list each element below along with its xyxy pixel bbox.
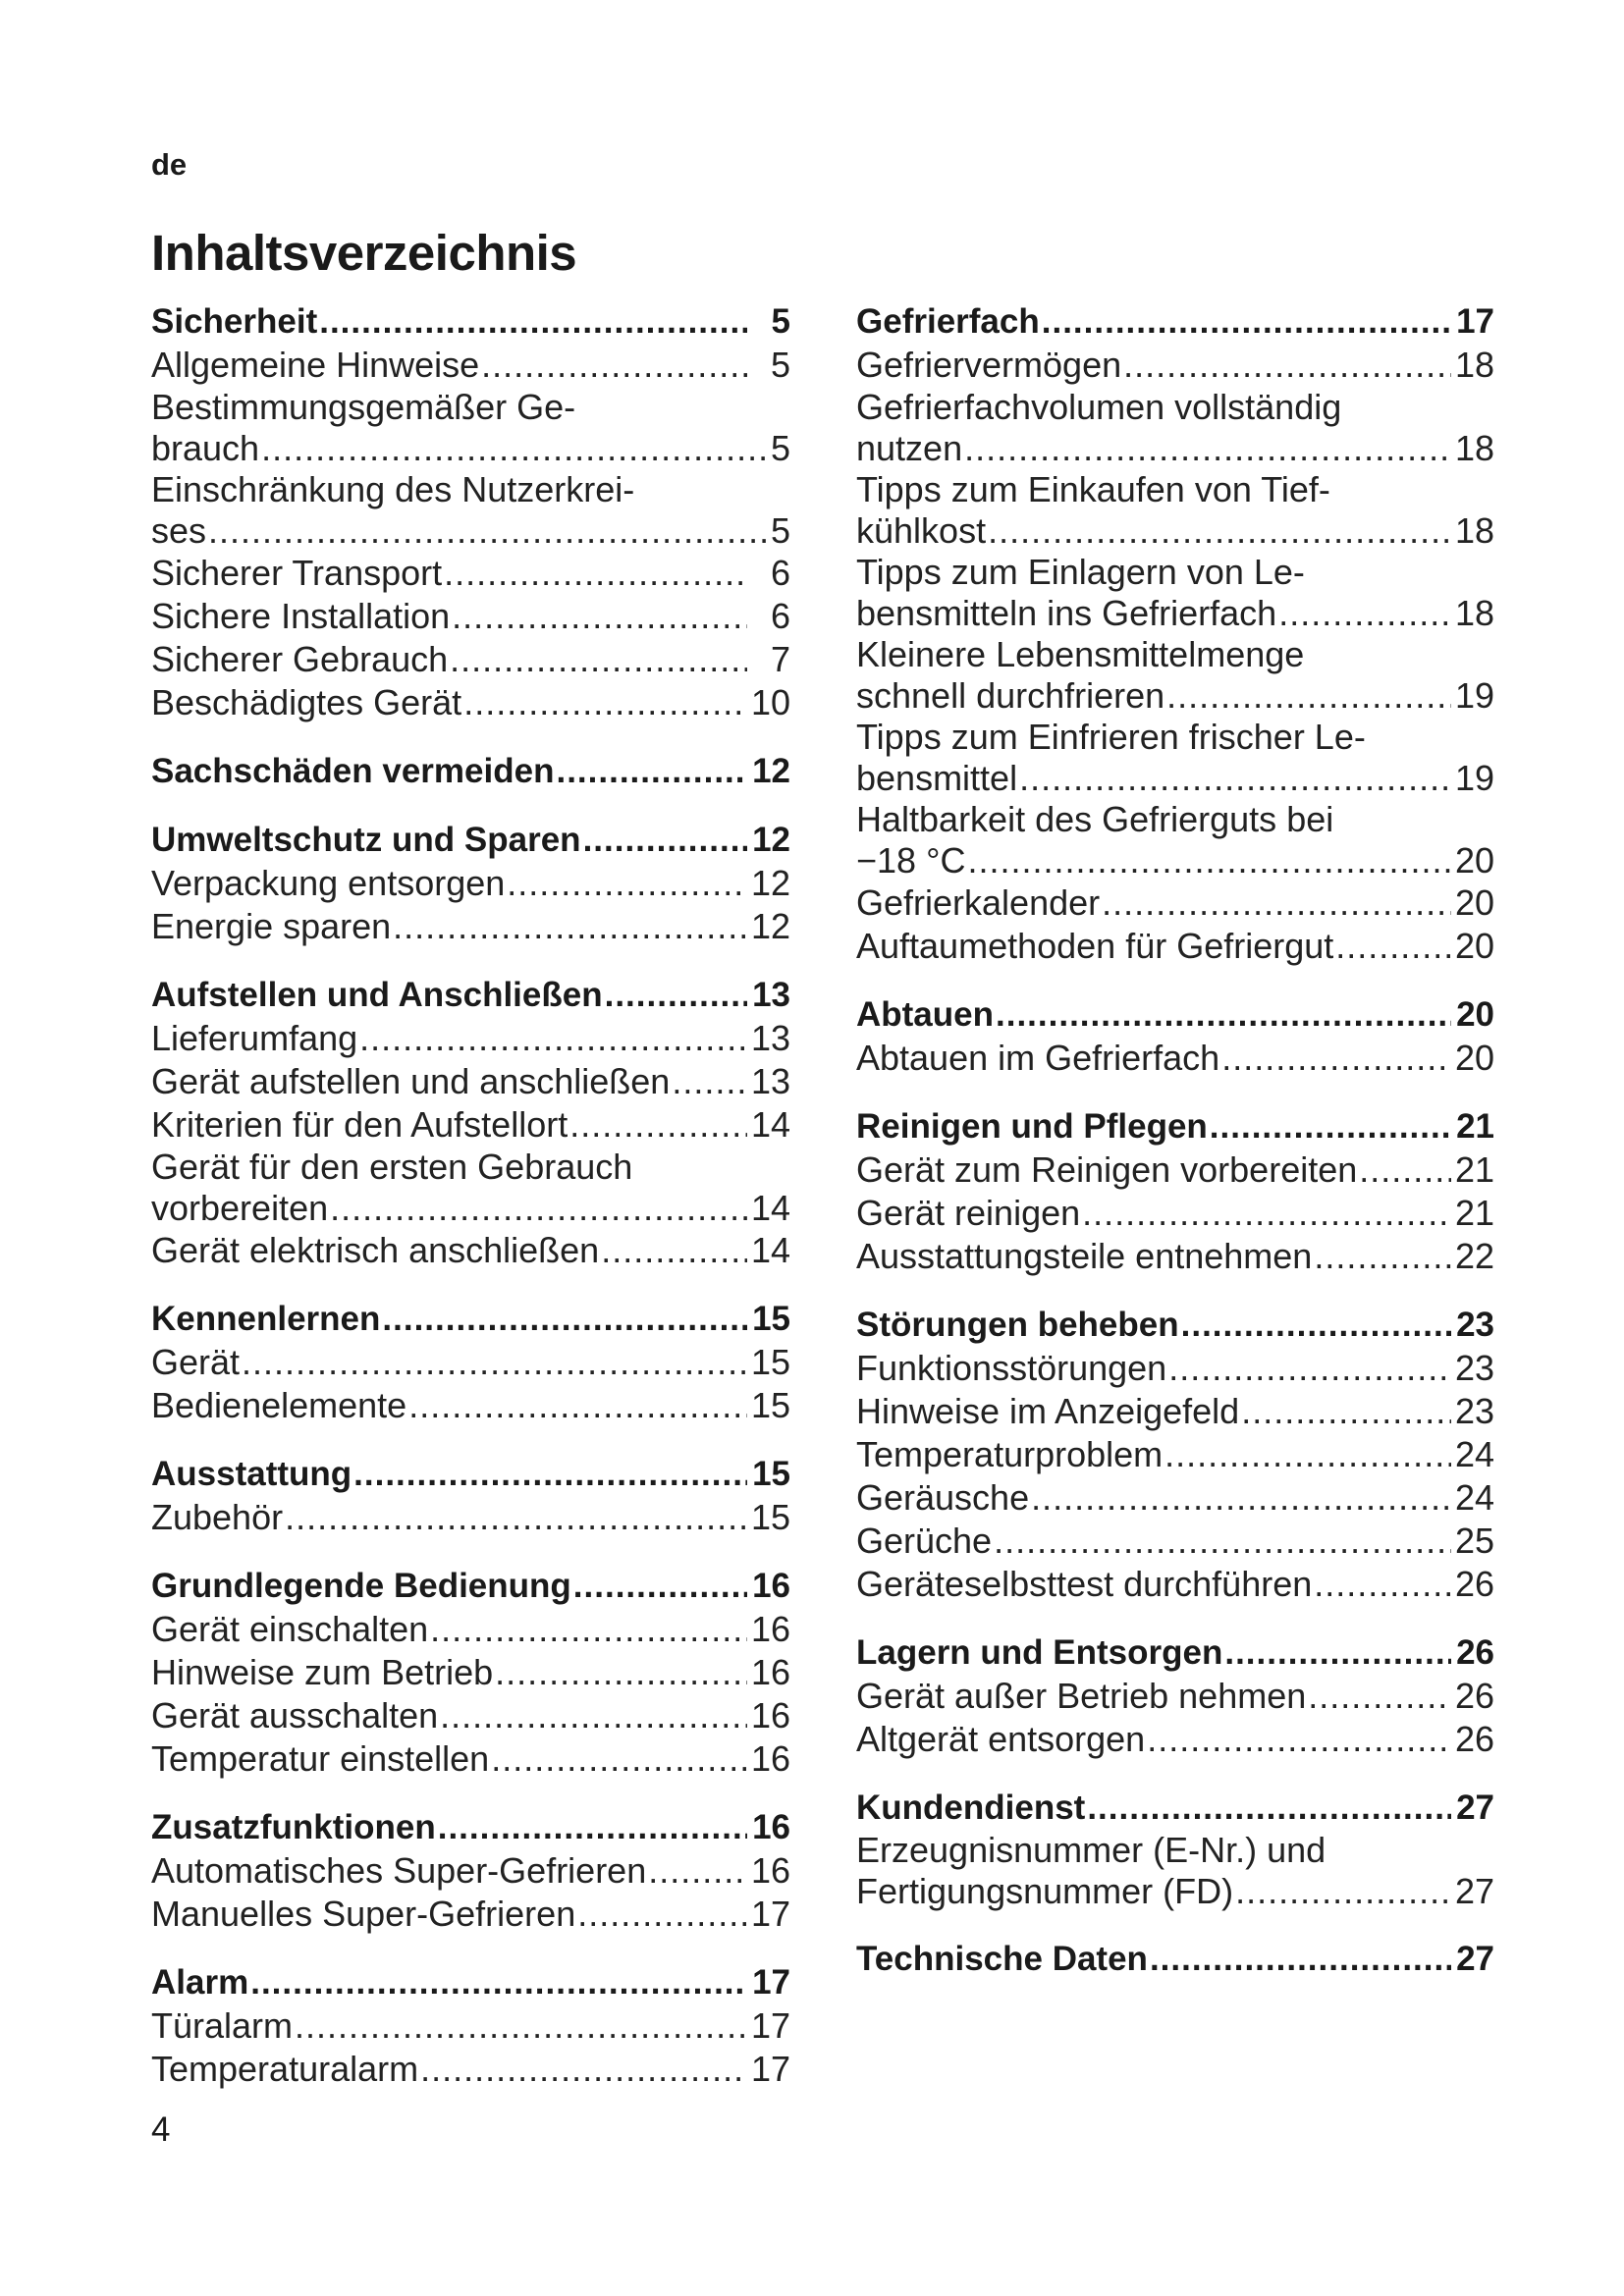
page-ref: 5 [770, 428, 790, 468]
entry-title: Ausstattung [151, 1455, 352, 1493]
toc-section-umweltschutz-und-sparen [151, 819, 790, 948]
toc-heading[interactable] [151, 1453, 790, 1496]
page-ref: 21 [1454, 1149, 1494, 1190]
entry-title: bensmittel [856, 758, 1018, 798]
entry-title: Sicherheit [151, 302, 318, 341]
page-ref: 18 [1454, 345, 1494, 385]
dot-leader [491, 1737, 747, 1781]
page-ref: 17 [750, 1894, 790, 1934]
page-ref: 21 [1454, 1193, 1494, 1233]
entry-title-line: Tipps zum Einkaufen von Tief- [856, 469, 1330, 509]
page-ref: 16 [750, 1652, 790, 1692]
page-ref: 26 [1454, 1719, 1494, 1759]
page-ref: 22 [1454, 1236, 1494, 1276]
page-ref: 20 [1454, 882, 1494, 923]
toc-item[interactable] [151, 2048, 790, 2091]
dot-leader [242, 1341, 747, 1384]
page-ref: 16 [752, 1567, 790, 1605]
entry-title: Gerät elektrisch anschließen [151, 1230, 600, 1270]
toc-section-grundlegende-bedienung [151, 1565, 790, 1781]
entry-title: Gefrierfach [856, 302, 1040, 341]
dot-leader [440, 1694, 747, 1737]
dot-leader [988, 510, 1451, 552]
page-ref: 19 [1454, 758, 1494, 798]
toc-item[interactable] [151, 1893, 790, 1936]
toc-item[interactable] [856, 1235, 1494, 1278]
entry-title: brauch [151, 428, 260, 468]
dot-leader [1102, 881, 1451, 925]
dot-leader [556, 750, 747, 793]
page-ref: 17 [750, 2005, 790, 2046]
toc-item[interactable] [151, 344, 790, 387]
page-ref: 16 [750, 1609, 790, 1649]
toc-item[interactable] [151, 1341, 790, 1384]
entry-title: Gerät außer Betrieb nehmen [856, 1676, 1307, 1716]
page-ref: 6 [770, 553, 790, 593]
dot-leader [452, 595, 747, 638]
dot-leader [1278, 593, 1451, 634]
page-ref: 17 [750, 2049, 790, 2089]
page-ref: 5 [770, 345, 790, 385]
dot-leader [1335, 925, 1451, 968]
dot-leader [967, 840, 1450, 881]
toc-item[interactable] [151, 552, 790, 595]
page-ref: 10 [750, 682, 790, 722]
page-ref: 13 [750, 1061, 790, 1101]
entry-title-line: Gefrierfachvolumen vollständig [856, 387, 1342, 427]
dot-leader [430, 1608, 747, 1651]
entry-title: Energie sparen [151, 906, 392, 946]
page-ref: 26 [1454, 1564, 1494, 1604]
entry-title: Gefrierkalender [856, 882, 1101, 923]
toc-heading[interactable] [151, 750, 790, 793]
toc-item-last-line [856, 758, 1494, 799]
entry-title-line: Erzeugnisnummer (E-Nr.) und [856, 1830, 1326, 1870]
toc-section-ausstattung [151, 1453, 790, 1539]
page-ref: 5 [770, 510, 790, 551]
page-ref: 23 [1454, 1348, 1494, 1388]
dot-leader [1241, 1390, 1451, 1433]
page-ref: 18 [1454, 428, 1494, 468]
dot-leader [481, 344, 747, 387]
page-ref: 21 [1456, 1107, 1494, 1146]
page-ref: 20 [1456, 995, 1494, 1034]
entry-title: Ausstattungsteile entnehmen [856, 1236, 1313, 1276]
toc-item[interactable] [856, 1347, 1494, 1390]
entry-title: Fertigungsnummer (FD) [856, 1871, 1234, 1911]
toc-item[interactable] [151, 1103, 790, 1147]
toc-item-last-line [856, 1871, 1494, 1912]
toc-item[interactable] [151, 1737, 790, 1781]
page-ref: 7 [770, 639, 790, 679]
dot-leader [382, 1298, 747, 1341]
dot-leader [1235, 1871, 1451, 1912]
toc-heading[interactable] [151, 974, 790, 1017]
page-ref: 12 [752, 752, 790, 790]
page-ref: 27 [1454, 1871, 1494, 1911]
entry-title: Gerät einschalten [151, 1609, 429, 1649]
dot-leader [261, 428, 767, 469]
entry-title: schnell durchfrieren [856, 675, 1165, 716]
toc-item[interactable] [151, 1694, 790, 1737]
entry-title-line: Bestimmungsgemäßer Ge- [151, 387, 576, 427]
entry-title: Temperaturproblem [856, 1434, 1164, 1474]
entry-title: ses [151, 510, 207, 551]
dot-leader [295, 2004, 747, 2048]
toc-section-alarm [151, 1961, 790, 2091]
entry-title: bensmitteln ins Gefrierfach [856, 593, 1277, 633]
dot-leader [1210, 1105, 1451, 1148]
entry-title: Kriterien für den Aufstellort [151, 1104, 568, 1145]
dot-leader [994, 1520, 1451, 1563]
dot-leader [408, 1384, 747, 1427]
entry-title: Manuelles Super-Gefrieren [151, 1894, 576, 1934]
entry-title: Kennenlernen [151, 1300, 381, 1338]
toc-section-kennenlernen [151, 1298, 790, 1427]
toc-section-aufstellen-und-anschließen [151, 974, 790, 1272]
page-ref: 14 [750, 1230, 790, 1270]
toc-item[interactable] [856, 552, 1494, 634]
toc-item[interactable] [856, 1718, 1494, 1761]
dot-leader [569, 1103, 747, 1147]
page-ref: 14 [750, 1188, 790, 1228]
toc-heading[interactable] [856, 1304, 1494, 1347]
toc-item[interactable] [856, 925, 1494, 968]
entry-title-line: Tipps zum Einfrieren frischer Le- [856, 717, 1366, 757]
page-ref: 26 [1456, 1633, 1494, 1672]
toc-heading[interactable] [151, 1565, 790, 1608]
toc-item[interactable] [151, 1608, 790, 1651]
toc-item[interactable] [856, 1148, 1494, 1192]
toc-item-last-line [856, 593, 1494, 634]
page-ref: 16 [750, 1695, 790, 1735]
dot-leader [964, 428, 1451, 469]
entry-title: Türalarm [151, 2005, 294, 2046]
toc-item[interactable] [151, 1017, 790, 1060]
entry-title-line: Kleinere Lebensmittelmenge [856, 634, 1305, 674]
dot-leader [353, 1453, 747, 1496]
dot-leader [1314, 1563, 1451, 1606]
entry-title-line: Tipps zum Einlagern von Le- [856, 552, 1305, 592]
toc-section-gefrierfach [856, 300, 1494, 968]
entry-title-line: Gerät für den ersten Gebrauch [151, 1147, 633, 1187]
page-ref: 13 [752, 976, 790, 1014]
toc-item-last-line [856, 840, 1494, 881]
toc-item-last-line [856, 510, 1494, 552]
entry-title: Umweltschutz und Sparen [151, 821, 581, 859]
page-ref: 12 [750, 906, 790, 946]
entry-title: Sachschäden vermeiden [151, 752, 555, 790]
toc-section-sicherheit [151, 300, 790, 724]
toc-section-reinigen-und-pflegen [856, 1105, 1494, 1278]
toc-item[interactable] [151, 1060, 790, 1103]
toc-item-last-line [151, 428, 790, 469]
entry-title: Allgemeine Hinweise [151, 345, 480, 385]
dot-leader [359, 1017, 747, 1060]
toc-right-column [856, 300, 1494, 2006]
entry-title: Störungen beheben [856, 1306, 1179, 1344]
entry-title: Verpackung entsorgen [151, 863, 506, 903]
dot-leader [208, 510, 767, 552]
entry-title: Altgerät entsorgen [856, 1719, 1146, 1759]
page-ref: 15 [752, 1300, 790, 1338]
dot-leader [1147, 1718, 1451, 1761]
toc-item[interactable] [151, 595, 790, 638]
toc-item[interactable] [151, 905, 790, 948]
toc-heading[interactable] [856, 1938, 1494, 1981]
dot-leader [1314, 1235, 1451, 1278]
dot-leader [605, 974, 747, 1017]
entry-title: Grundlegende Bedienung [151, 1567, 571, 1605]
dot-leader [577, 1893, 747, 1936]
dot-leader [672, 1060, 747, 1103]
dot-leader [250, 1961, 747, 2004]
toc-item-last-line [151, 1188, 790, 1229]
entry-title-line: Einschränkung des Nutzerkrei- [151, 469, 635, 509]
toc-item[interactable] [151, 1384, 790, 1427]
page-ref: 16 [750, 1850, 790, 1891]
entry-title: Abtauen im Gefrierfach [856, 1038, 1220, 1078]
entry-title: Technische Daten [856, 1940, 1148, 1978]
dot-leader [1181, 1304, 1451, 1347]
entry-title: Alarm [151, 1963, 249, 2002]
page-ref: 5 [771, 302, 790, 341]
dot-leader [1031, 1476, 1451, 1520]
entry-title-line: Haltbarkeit des Gefrierguts bei [856, 799, 1334, 839]
toc-item-last-line [856, 675, 1494, 717]
toc-item[interactable] [151, 1496, 790, 1539]
toc-heading[interactable] [856, 993, 1494, 1037]
entry-title: Gerät aufstellen und anschließen [151, 1061, 671, 1101]
toc-item-last-line [856, 428, 1494, 469]
page-ref: 25 [1454, 1521, 1494, 1561]
toc-item[interactable] [856, 1433, 1494, 1476]
dot-leader [1042, 300, 1451, 344]
dot-leader [1150, 1938, 1451, 1981]
dot-leader [285, 1496, 747, 1539]
toc-item[interactable] [856, 1830, 1494, 1912]
toc-item[interactable] [856, 1563, 1494, 1606]
toc-item[interactable] [151, 1147, 790, 1229]
toc-heading[interactable] [151, 1961, 790, 2004]
page-ref: 20 [1454, 840, 1494, 881]
page-ref: 23 [1456, 1306, 1494, 1344]
entry-title: Auftaumethoden für Gefriergut [856, 926, 1334, 966]
toc-item[interactable] [151, 862, 790, 905]
page-ref: 24 [1454, 1477, 1494, 1518]
toc-item[interactable] [856, 1192, 1494, 1235]
page-ref: 15 [750, 1342, 790, 1382]
page-ref: 6 [770, 596, 790, 636]
entry-title: Funktionsstörungen [856, 1348, 1167, 1388]
entry-title: Gefriervermögen [856, 345, 1122, 385]
dot-leader [507, 862, 747, 905]
entry-title: kühlkost [856, 510, 987, 551]
page-ref: 27 [1456, 1789, 1494, 1827]
entry-title: Gerät reinigen [856, 1193, 1081, 1233]
toc-section-kundendienst [856, 1787, 1494, 1912]
toc-item[interactable] [856, 1037, 1494, 1080]
entry-title: Lagern und Entsorgen [856, 1633, 1223, 1672]
page-ref: 16 [750, 1738, 790, 1779]
page-ref: 14 [750, 1104, 790, 1145]
dot-leader [648, 1849, 747, 1893]
page-ref: 16 [752, 1808, 790, 1846]
toc-item[interactable] [856, 1476, 1494, 1520]
page-ref: 17 [1456, 302, 1494, 341]
entry-title: Hinweise im Anzeigefeld [856, 1391, 1240, 1431]
entry-title: nutzen [856, 428, 963, 468]
entry-title: −18 °C [856, 840, 966, 881]
toc-heading[interactable] [856, 300, 1494, 344]
entry-title: Beschädigtes Gerät [151, 682, 462, 722]
toc-item[interactable] [151, 1651, 790, 1694]
page-ref: 20 [1454, 926, 1494, 966]
entry-title: Reinigen und Pflegen [856, 1107, 1208, 1146]
page-ref: 12 [750, 863, 790, 903]
toc-item[interactable] [856, 634, 1494, 717]
dot-leader [1166, 675, 1451, 717]
toc-item[interactable] [151, 638, 790, 681]
toc-item[interactable] [151, 1229, 790, 1272]
dot-leader [495, 1651, 747, 1694]
page-ref: 19 [1454, 675, 1494, 716]
page-ref: 15 [752, 1455, 790, 1493]
dot-leader [393, 905, 747, 948]
dot-leader [1123, 344, 1451, 387]
entry-title: Kundendienst [856, 1789, 1086, 1827]
toc-item[interactable] [151, 681, 790, 724]
toc-item-last-line [151, 510, 790, 552]
entry-title: Sichere Installation [151, 596, 451, 636]
dot-leader [463, 681, 747, 724]
entry-title: Gerät ausschalten [151, 1695, 439, 1735]
page-ref: 20 [1454, 1038, 1494, 1078]
toc-section-sachschäden-vermeiden [151, 750, 790, 793]
toc-heading[interactable] [856, 1105, 1494, 1148]
toc-item[interactable] [151, 387, 790, 469]
page-title: Inhaltsverzeichnis [151, 225, 577, 281]
toc-item[interactable] [151, 469, 790, 552]
toc-section-technische-daten [856, 1938, 1494, 1981]
entry-title: Aufstellen und Anschließen [151, 976, 603, 1014]
entry-title: Zubehör [151, 1497, 284, 1537]
toc-heading[interactable] [151, 1298, 790, 1341]
language-label: de [151, 147, 188, 182]
toc-heading[interactable] [856, 1631, 1494, 1675]
page-ref: 24 [1454, 1434, 1494, 1474]
page-ref: 18 [1454, 510, 1494, 551]
toc-section-abtauen [856, 993, 1494, 1080]
toc-item[interactable] [856, 717, 1494, 799]
dot-leader [438, 1806, 747, 1849]
toc-heading[interactable] [151, 300, 790, 344]
toc-item[interactable] [856, 1675, 1494, 1718]
page-ref: 26 [1454, 1676, 1494, 1716]
entry-title: Zusatzfunktionen [151, 1808, 436, 1846]
dot-leader [601, 1229, 747, 1272]
entry-title: Geräteselbsttest durchführen [856, 1564, 1313, 1604]
toc-section-störungen-beheben [856, 1304, 1494, 1606]
page-ref: 13 [750, 1018, 790, 1058]
toc-heading[interactable] [151, 1806, 790, 1849]
entry-title: Gerüche [856, 1521, 993, 1561]
page-ref: 15 [750, 1385, 790, 1425]
toc-heading[interactable] [856, 1787, 1494, 1830]
toc-item[interactable] [856, 881, 1494, 925]
entry-title: Sicherer Transport [151, 553, 443, 593]
dot-leader [1087, 1787, 1451, 1830]
dot-leader [583, 819, 747, 862]
toc-item[interactable] [856, 387, 1494, 469]
page-ref: 12 [752, 821, 790, 859]
toc-item[interactable] [856, 344, 1494, 387]
entry-title: Bedienelemente [151, 1385, 407, 1425]
dot-leader [996, 993, 1451, 1037]
dot-leader [1168, 1347, 1451, 1390]
page-ref: 15 [750, 1497, 790, 1537]
dot-leader [1359, 1148, 1451, 1192]
entry-title: Abtauen [856, 995, 994, 1034]
dot-leader [1082, 1192, 1451, 1235]
entry-title: Gerät [151, 1342, 241, 1382]
toc-section-zusatzfunktionen [151, 1806, 790, 1936]
dot-leader [1164, 1433, 1451, 1476]
dot-leader [1221, 1037, 1451, 1080]
page-number: 4 [151, 2110, 171, 2149]
entry-title: Temperaturalarm [151, 2049, 419, 2089]
entry-title: Temperatur einstellen [151, 1738, 490, 1779]
page-ref: 18 [1454, 593, 1494, 633]
dot-leader [573, 1565, 747, 1608]
entry-title: Lieferumfang [151, 1018, 358, 1058]
entry-title: Gerät zum Reinigen vorbereiten [856, 1149, 1358, 1190]
entry-title: Automatisches Super-Gefrieren [151, 1850, 647, 1891]
dot-leader [1308, 1675, 1451, 1718]
dot-leader [420, 2048, 747, 2091]
page-ref: 17 [752, 1963, 790, 2002]
toc-item[interactable] [151, 1849, 790, 1893]
entry-title: Hinweise zum Betrieb [151, 1652, 494, 1692]
toc-heading[interactable] [151, 819, 790, 862]
entry-title: Geräusche [856, 1477, 1030, 1518]
dot-leader [1224, 1631, 1451, 1675]
toc-left-column [151, 300, 790, 2116]
toc-item[interactable] [856, 469, 1494, 552]
toc-item[interactable] [856, 1520, 1494, 1563]
entry-title: Sicherer Gebrauch [151, 639, 449, 679]
toc-item[interactable] [856, 799, 1494, 881]
dot-leader [330, 1188, 747, 1229]
page-ref: 27 [1456, 1940, 1494, 1978]
toc-section-lagern-und-entsorgen [856, 1631, 1494, 1761]
page-ref: 23 [1454, 1391, 1494, 1431]
entry-title: vorbereiten [151, 1188, 329, 1228]
dot-leader [444, 552, 747, 595]
toc-item[interactable] [151, 2004, 790, 2048]
dot-leader [450, 638, 747, 681]
dot-leader [1019, 758, 1451, 799]
toc-item[interactable] [856, 1390, 1494, 1433]
dot-leader [319, 300, 747, 344]
